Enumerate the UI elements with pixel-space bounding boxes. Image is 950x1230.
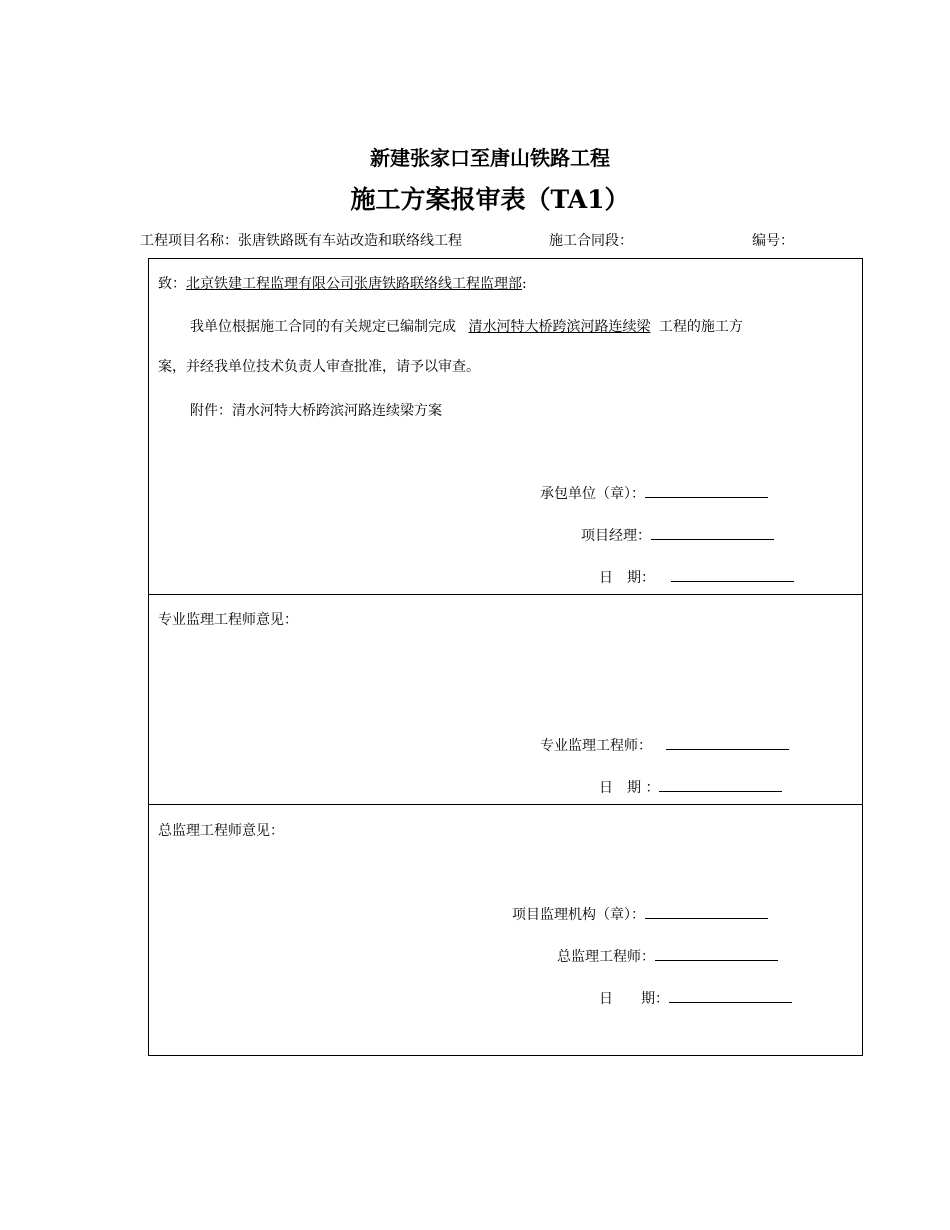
addressee-value: 北京铁建工程监理有限公司张唐铁路联络线工程监理部	[186, 276, 522, 292]
specialist-blank	[666, 735, 789, 750]
project-name-value: 张唐铁路既有车站改造和联络线工程	[238, 233, 462, 249]
manager-signature-line	[581, 525, 774, 545]
chief-label: 总监理工程师：	[557, 949, 655, 965]
project-name-label: 工程项目名称：	[140, 233, 238, 249]
section-divider	[148, 804, 863, 805]
form-title: 施工方案报审表（TA1）	[350, 185, 630, 214]
date-label-2: 日 期 ：	[599, 780, 660, 796]
addressee-suffix: :	[522, 276, 527, 292]
chief-signature-line	[557, 946, 778, 966]
date-blank-1	[671, 567, 794, 582]
submission-text-line2: 案，并经我单位技术负责人审查批准，请予以审查。	[158, 359, 480, 375]
specialist-opinion-heading: 专业监理工程师意见：	[158, 612, 298, 628]
chief-opinion-heading: 总监理工程师意见：	[158, 823, 284, 839]
date-line-2	[599, 777, 782, 797]
supervision-org-blank	[645, 904, 768, 919]
specialist-signature-line	[540, 735, 789, 755]
section-divider	[148, 594, 863, 595]
contractor-blank	[645, 483, 768, 498]
number-label: 编号：	[752, 233, 794, 249]
manager-label: 项目经理：	[581, 528, 651, 544]
contract-section-label: 施工合同段：	[549, 233, 633, 249]
contractor-signature-line	[540, 483, 768, 503]
addressee-line	[158, 273, 527, 293]
submission-suffix: 工程的施工方	[658, 319, 743, 335]
submission-prefix: 我单位根据施工合同的有关规定已编制完成	[190, 319, 456, 335]
contractor-label: 承包单位（章）：	[540, 486, 645, 502]
date-line-1	[599, 567, 794, 587]
submission-project: 清水河特大桥跨滨河路连续梁	[468, 319, 651, 335]
supervision-org-line	[512, 904, 768, 924]
supervision-org-label: 项目监理机构（章）：	[512, 907, 645, 923]
date-blank-3	[669, 988, 792, 1003]
addressee-label: 致：	[158, 276, 186, 292]
chief-blank	[655, 946, 778, 961]
date-blank-2	[659, 777, 782, 792]
date-line-3	[599, 988, 792, 1008]
form-table	[148, 258, 863, 1056]
date-label-1: 日 期：	[599, 570, 655, 586]
attachment-line: 附件：清水河特大桥跨滨河路连续梁方案	[190, 403, 442, 419]
document-title: 新建张家口至唐山铁路工程	[370, 146, 610, 170]
date-label-3: 日 期：	[599, 991, 669, 1007]
submission-text-line1	[190, 316, 743, 336]
project-name	[140, 230, 462, 250]
manager-blank	[651, 525, 774, 540]
specialist-label: 专业监理工程师：	[540, 738, 652, 754]
